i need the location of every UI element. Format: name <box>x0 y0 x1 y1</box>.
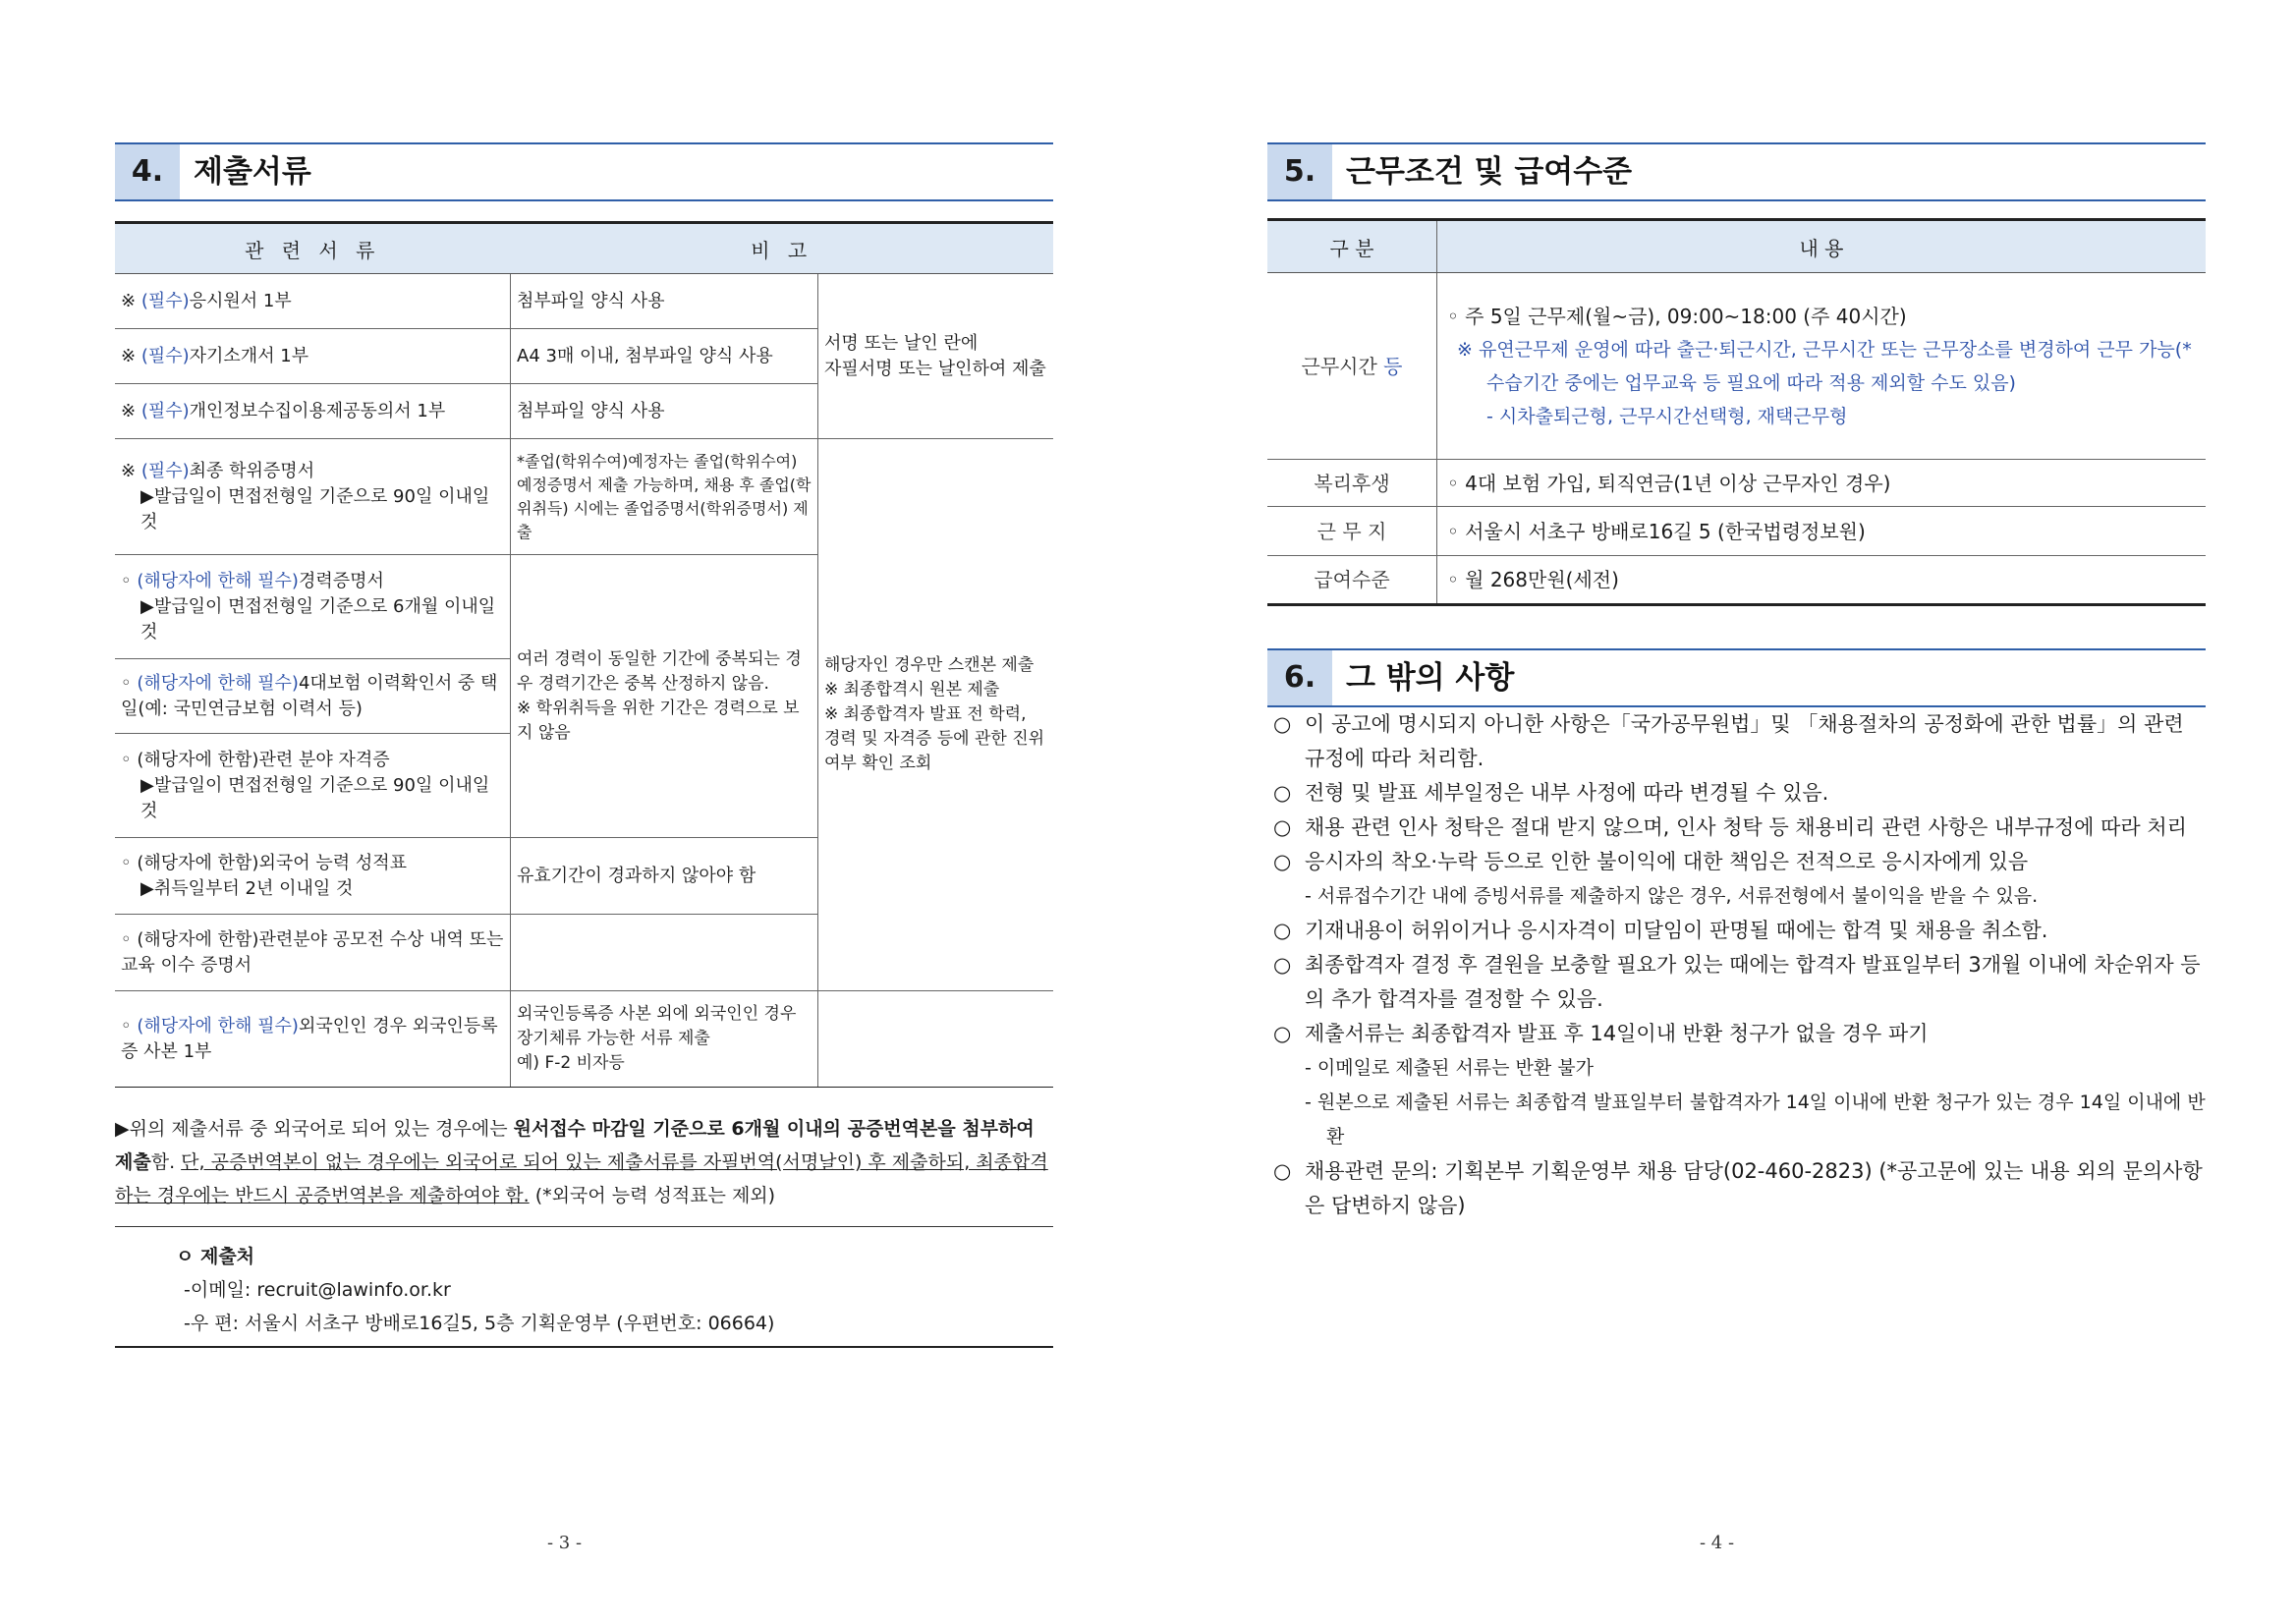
table-header <box>115 223 1053 274</box>
key-cell: 근무시간 등 <box>1267 273 1437 460</box>
doc-cell: ※ (필수)개인정보수집이용제공동의서 1부 <box>115 384 511 439</box>
doc-cell: ※ (필수)최종 학위증명서 ▶발급일이 면접전형일 기준으로 90일 이내일 것 <box>115 439 511 555</box>
note-cell: 첨부파일 양식 사용 <box>511 274 818 329</box>
list-item: ○ 기재내용이 허위이거나 응시자격이 미달임이 판명될 때에는 합격 및 채용을 취소함. <box>1273 919 2048 942</box>
table-row <box>1267 507 2206 556</box>
list-subitem: - 이메일로 제출된 서류는 반환 불가 <box>1305 1057 1595 1079</box>
section-6-header <box>1267 648 2206 707</box>
page-number: - 3 - <box>547 1533 583 1553</box>
list-item: ○ 제출서류는 최종합격자 발표 후 14일이내 반환 청구가 없을 경우 파기 <box>1273 1022 1929 1045</box>
list-item: ○ 응시자의 착오·누락 등으로 인한 불이익에 대한 책임은 전적으로 응시자에게 있음 <box>1273 850 2029 873</box>
translation-note: ▶위의 제출서류 중 외국어로 되어 있는 경우에는 원서접수 마감일 기준으로 6개월 이내의 공증번역본을 첨부하여 제출함. 단, 공증번역본이 없는 경우에는 외국어로 되어 있는 제출서류를 자필번역(서명날인) 후 제출하되, 최종합격하는 경우에는 반드시 공증번역본을 제출하여야 함. (*외국어 능력 성적표는 제외) <box>115 1118 1048 1206</box>
list-item: ○ 최종합격자 결정 후 결원을 보충할 필요가 있는 때에는 합격자 발표일부터 3개월 이내에 차순위자 등의 추가 합격자를 결정할 수 있음. <box>1273 953 2201 1011</box>
note-cell: 외국인등록증 사본 외에 외국인인 경우 장기체류 가능한 서류 제출 예) F-2 비자등 <box>511 991 818 1088</box>
doc-cell: ◦ (해당자에 한함)관련분야 공모전 수상 내역 또는 교육 이수 증명서 <box>115 915 511 991</box>
table-row <box>1267 273 2206 460</box>
section-number: 5. <box>1267 144 1332 199</box>
section-title: 제출서류 <box>194 154 311 190</box>
section-number: 4. <box>115 144 180 199</box>
list-item: ○ 채용관련 문의: 기획본부 기획운영부 채용 담당(02-460-2823) (*공고문에 있는 내용 외의 문의사항은 답변하지 않음) <box>1273 1159 2203 1217</box>
doc-cell: ◦ (해당자에 한해 필수)4대보험 이력확인서 중 택일(예: 국민연금보험 이력서 등) <box>115 659 511 734</box>
section-5-header <box>1267 142 2206 201</box>
key-cell: 복리후생 <box>1267 460 1437 507</box>
table-row <box>115 274 1053 329</box>
value-cell: ◦ 월 268만원(세전) <box>1437 556 2207 605</box>
table-row <box>115 439 1053 555</box>
other-items <box>1267 707 2206 1223</box>
doc-cell: ◦ (해당자에 한함)관련 분야 자격증 ▶발급일이 면접전형일 기준으로 90일 이내일 것 <box>115 734 511 838</box>
table-row <box>1267 460 2206 507</box>
value-cell <box>1437 273 2207 460</box>
section-4-header <box>115 142 1053 201</box>
note-cell: *졸업(학위수여)예정자는 졸업(학위수여)예정증명서 제출 가능하며, 채용 후 졸업(학위취득) 시에는 졸업증명서(학위증명서) 제출 <box>511 439 818 555</box>
divider <box>115 1226 1053 1227</box>
sign-note-cell: 서명 또는 날인 란에 자필서명 또는 날인하여 제출 <box>818 274 1054 439</box>
note-cell <box>511 915 818 991</box>
header-category: 구 분 <box>1267 220 1437 273</box>
note-cell: 유효기간이 경과하지 않아야 함 <box>511 838 818 915</box>
header-notes: 비 고 <box>511 223 1054 274</box>
section-title: 근무조건 및 급여수준 <box>1346 154 1633 190</box>
list-subitem: - 서류접수기간 내에 증빙서류를 제출하지 않은 경우, 서류전형에서 불이익을 받을 수 있음. <box>1305 885 2039 907</box>
key-cell: 급여수준 <box>1267 556 1437 605</box>
header-documents: 관 련 서 류 <box>115 223 511 274</box>
doc-cell: ※ (필수)응시원서 1부 <box>115 274 511 329</box>
section-number: 6. <box>1267 650 1332 705</box>
table-row <box>1267 556 2206 605</box>
empty-cell <box>818 991 1054 1088</box>
section-title: 그 밖의 사항 <box>1346 660 1515 696</box>
conditions-table <box>1267 218 2206 606</box>
note-cell: 첨부파일 양식 사용 <box>511 384 818 439</box>
list-item: ○ 이 공고에 명시되지 아니한 사항은「국가공무원법」및 「채용절차의 공정화에 관한 법률」의 관련 규정에 따라 처리함. <box>1273 712 2184 770</box>
page-number: - 4 - <box>1700 1533 1735 1553</box>
table-header <box>1267 220 2206 273</box>
submit-post: -우 편: 서울시 서초구 방배로16길5, 5층 기획운영부 (우편번호: 06664) <box>184 1313 775 1334</box>
submit-email: -이메일: recruit@lawinfo.or.kr <box>184 1279 451 1301</box>
table-row <box>115 991 1053 1088</box>
header-content: 내 용 <box>1437 220 2207 273</box>
divider <box>115 1346 1053 1348</box>
submit-info <box>176 1240 774 1340</box>
key-cell: 근 무 지 <box>1267 507 1437 556</box>
flex-work-note: ※ 유연근무제 운영에 따라 출근·퇴근시간, 근무시간 또는 근무장소를 변경하여 근무 가능(*수습기간 중에는 업무교육 등 필요에 따라 적용 제외할 수도 있음) <box>1457 338 2192 394</box>
work-hours-line: ◦ 주 5일 근무제(월~금), 09:00~18:00 (주 40시간) <box>1447 304 1907 328</box>
scan-note-cell: 해당자인 경우만 스캔본 제출 ※ 최종합격시 원본 제출 ※ 최종합격자 발표 전 학력, 경력 및 자격증 등에 관한 진위여부 확인 조회 <box>818 439 1054 991</box>
value-cell: ◦ 서울시 서초구 방배로16길 5 (한국법령정보원) <box>1437 507 2207 556</box>
career-note-cell: 여러 경력이 동일한 기간에 중복되는 경우 경력기간은 중복 산정하지 않음. ※ 학위취득을 위한 기간은 경력으로 보지 않음 <box>511 555 818 838</box>
list-item: ○ 전형 및 발표 세부일정은 내부 사정에 따라 변경될 수 있음. <box>1273 781 1829 805</box>
doc-cell: ◦ (해당자에 한함)외국어 능력 성적표 ▶취득일부터 2년 이내일 것 <box>115 838 511 915</box>
list-item: ○ 채용 관련 인사 청탁은 절대 받지 않으며, 인사 청탁 등 채용비리 관련 사항은 내부규정에 따라 처리 <box>1273 815 2187 839</box>
doc-cell: ※ (필수)자기소개서 1부 <box>115 329 511 384</box>
doc-cell: ◦ (해당자에 한해 필수)외국인인 경우 외국인등록증 사본 1부 <box>115 991 511 1088</box>
submit-heading: ㅇ 제출처 <box>176 1246 255 1267</box>
note-cell: A4 3매 이내, 첨부파일 양식 사용 <box>511 329 818 384</box>
documents-table <box>115 221 1053 1088</box>
value-cell: ◦ 4대 보험 가입, 퇴직연금(1년 이상 근무자인 경우) <box>1437 460 2207 507</box>
list-subitem: - 원본으로 제출된 서류는 최종합격 발표일부터 불합격자가 14일 이내에 반환 청구가 있는 경우 14일 이내에 반환 <box>1305 1092 2206 1148</box>
doc-cell: ◦ (해당자에 한해 필수)경력증명서 ▶발급일이 면접전형일 기준으로 6개월 이내일 것 <box>115 555 511 659</box>
flex-work-types: - 시차출퇴근형, 근무시간선택형, 재택근무형 <box>1486 405 1848 427</box>
